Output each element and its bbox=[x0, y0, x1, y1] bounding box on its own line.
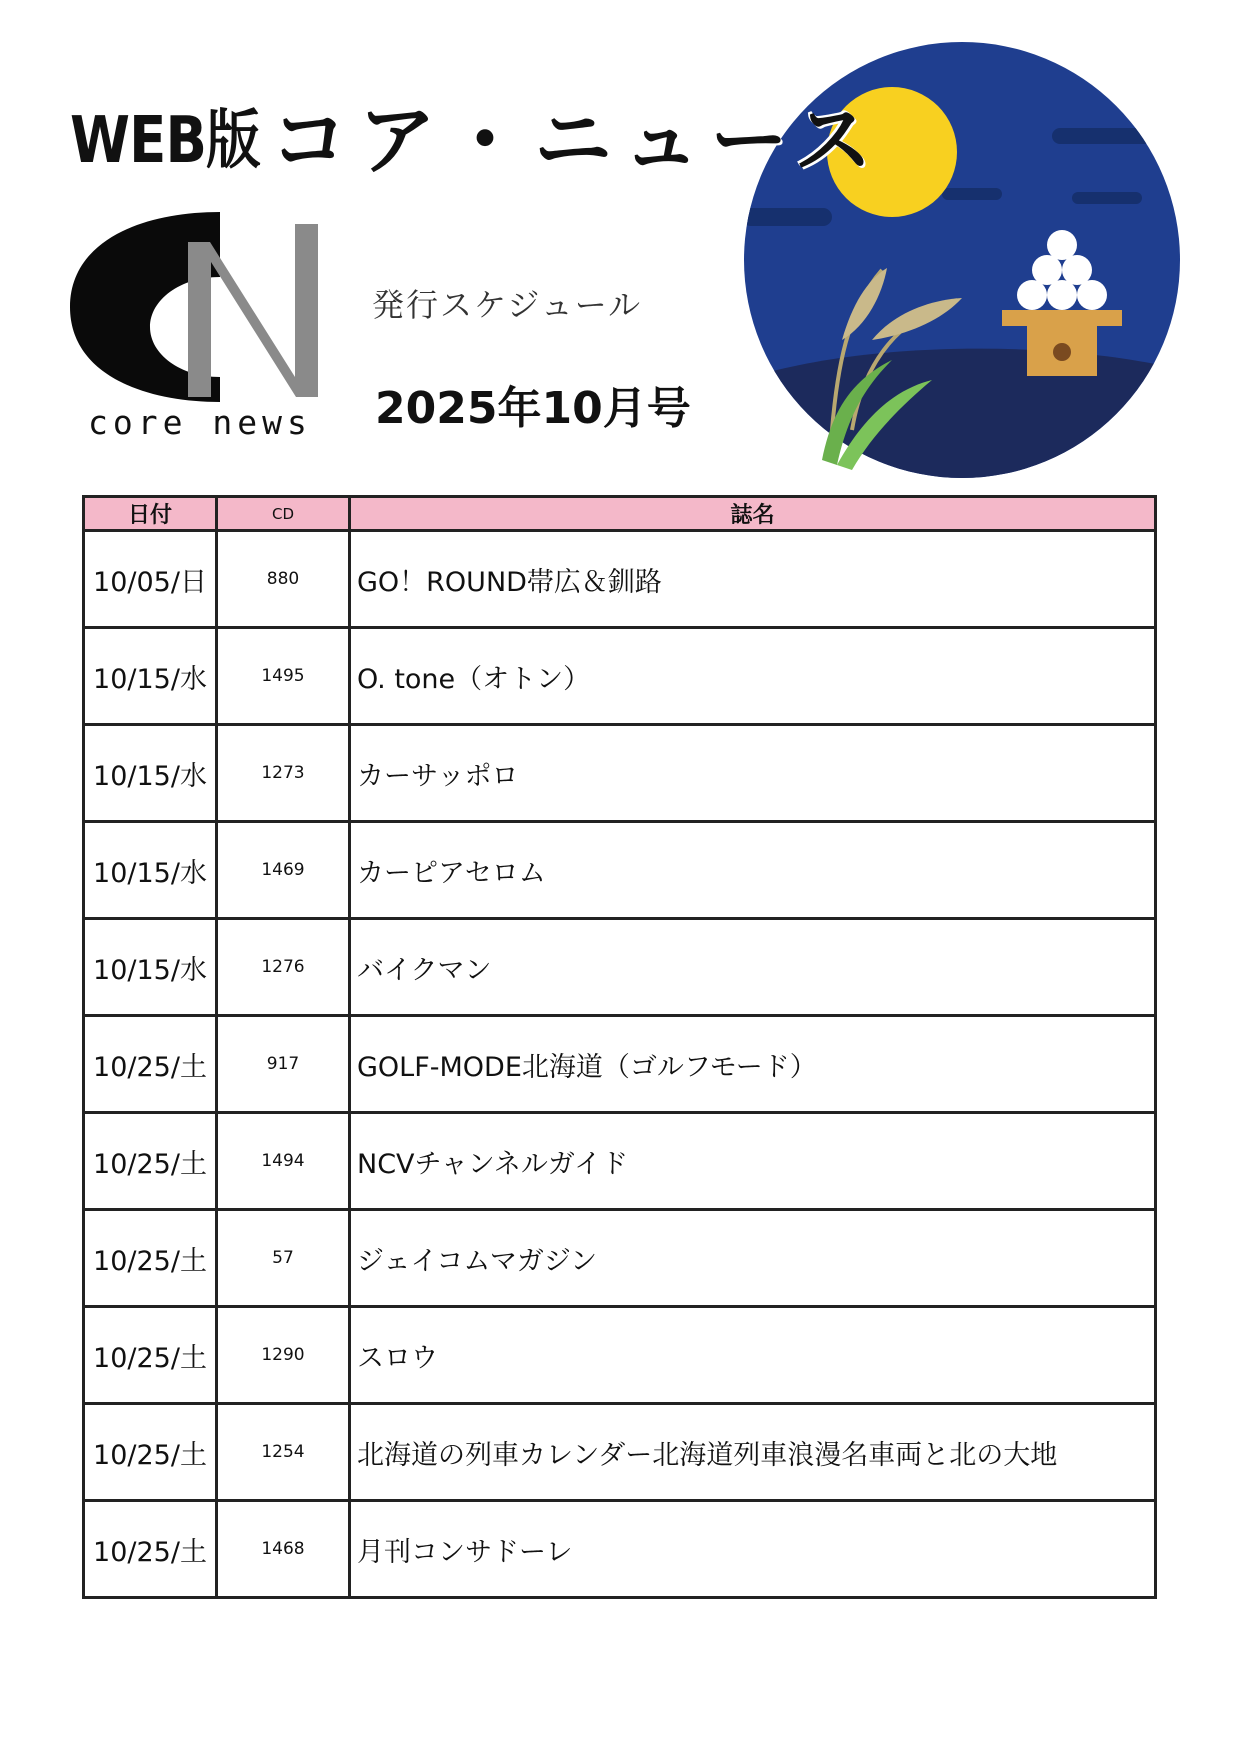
core-news-logo bbox=[70, 212, 370, 442]
row-name: GOLF-MODE北海道（ゴルフモード） bbox=[350, 1016, 1156, 1113]
row-date: 10/05/日 bbox=[84, 531, 217, 628]
row-name: スロウ bbox=[350, 1307, 1156, 1404]
header-date: 日付 bbox=[84, 497, 217, 531]
row-date: 10/25/土 bbox=[84, 1307, 217, 1404]
row-name: NCVチャンネルガイド bbox=[350, 1113, 1156, 1210]
row-cd: 917 bbox=[217, 1016, 350, 1113]
header-cd: CD bbox=[217, 497, 350, 531]
table-row bbox=[84, 1501, 1156, 1598]
row-date: 10/15/水 bbox=[84, 628, 217, 725]
table-row bbox=[84, 1016, 1156, 1113]
cloud-stripe bbox=[1052, 128, 1152, 144]
web-edition-label bbox=[70, 100, 293, 180]
table-row bbox=[84, 1307, 1156, 1404]
cloud-stripe bbox=[1072, 192, 1142, 204]
table-row bbox=[84, 822, 1156, 919]
schedule-table bbox=[82, 495, 1157, 1599]
cloud-stripe bbox=[742, 208, 832, 226]
row-cd: 1469 bbox=[217, 822, 350, 919]
row-name: ジェイコムマガジン bbox=[350, 1210, 1156, 1307]
header-name: 誌名 bbox=[350, 497, 1156, 531]
dango bbox=[1032, 255, 1062, 285]
dango bbox=[1077, 280, 1107, 310]
dango bbox=[1062, 255, 1092, 285]
table-row bbox=[84, 725, 1156, 822]
row-date: 10/15/水 bbox=[84, 919, 217, 1016]
table-row bbox=[84, 1404, 1156, 1501]
table-row bbox=[84, 1113, 1156, 1210]
dango-stand-hole bbox=[1053, 343, 1071, 361]
dango bbox=[1017, 280, 1047, 310]
row-name: O. tone（オトン） bbox=[350, 628, 1156, 725]
logo-n-shape bbox=[188, 224, 318, 397]
dango-stand-top bbox=[1002, 310, 1122, 326]
row-name: 北海道の列車カレンダー北海道列車浪漫名車両と北の大地 bbox=[350, 1404, 1156, 1501]
row-date: 10/15/水 bbox=[84, 725, 217, 822]
row-name: バイクマン bbox=[350, 919, 1156, 1016]
table-row bbox=[84, 919, 1156, 1016]
row-date: 10/25/土 bbox=[84, 1501, 217, 1598]
logo-wordmark: core news bbox=[88, 403, 312, 442]
row-cd: 880 bbox=[217, 531, 350, 628]
table-row bbox=[84, 628, 1156, 725]
row-cd: 57 bbox=[217, 1210, 350, 1307]
row-cd: 1254 bbox=[217, 1404, 350, 1501]
table-row bbox=[84, 531, 1156, 628]
row-date: 10/25/土 bbox=[84, 1113, 217, 1210]
row-date: 10/25/土 bbox=[84, 1210, 217, 1307]
table-header-row bbox=[84, 497, 1156, 531]
row-cd: 1276 bbox=[217, 919, 350, 1016]
row-cd: 1495 bbox=[217, 628, 350, 725]
hill-ground bbox=[742, 349, 1182, 480]
row-cd: 1494 bbox=[217, 1113, 350, 1210]
schedule-subtitle: 発行スケジュール bbox=[372, 286, 643, 324]
row-name: 月刊コンサドーレ bbox=[350, 1501, 1156, 1598]
row-date: 10/25/土 bbox=[84, 1404, 217, 1501]
row-cd: 1290 bbox=[217, 1307, 350, 1404]
row-date: 10/15/水 bbox=[84, 822, 217, 919]
row-name: GO！ROUND帯広＆釧路 bbox=[350, 531, 1156, 628]
row-date: 10/25/土 bbox=[84, 1016, 217, 1113]
row-cd: 1273 bbox=[217, 725, 350, 822]
web-label-text: WEB版 bbox=[70, 104, 260, 178]
issue-label: 2025年10月号 bbox=[375, 383, 691, 434]
row-cd: 1468 bbox=[217, 1501, 350, 1598]
cloud-stripe bbox=[942, 188, 1002, 200]
page-title: コア・ニュース bbox=[270, 96, 883, 186]
dango bbox=[1047, 230, 1077, 260]
row-name: カーサッポロ bbox=[350, 725, 1156, 822]
dango bbox=[1047, 280, 1077, 310]
row-name: カーピアセロム bbox=[350, 822, 1156, 919]
table-row bbox=[84, 1210, 1156, 1307]
